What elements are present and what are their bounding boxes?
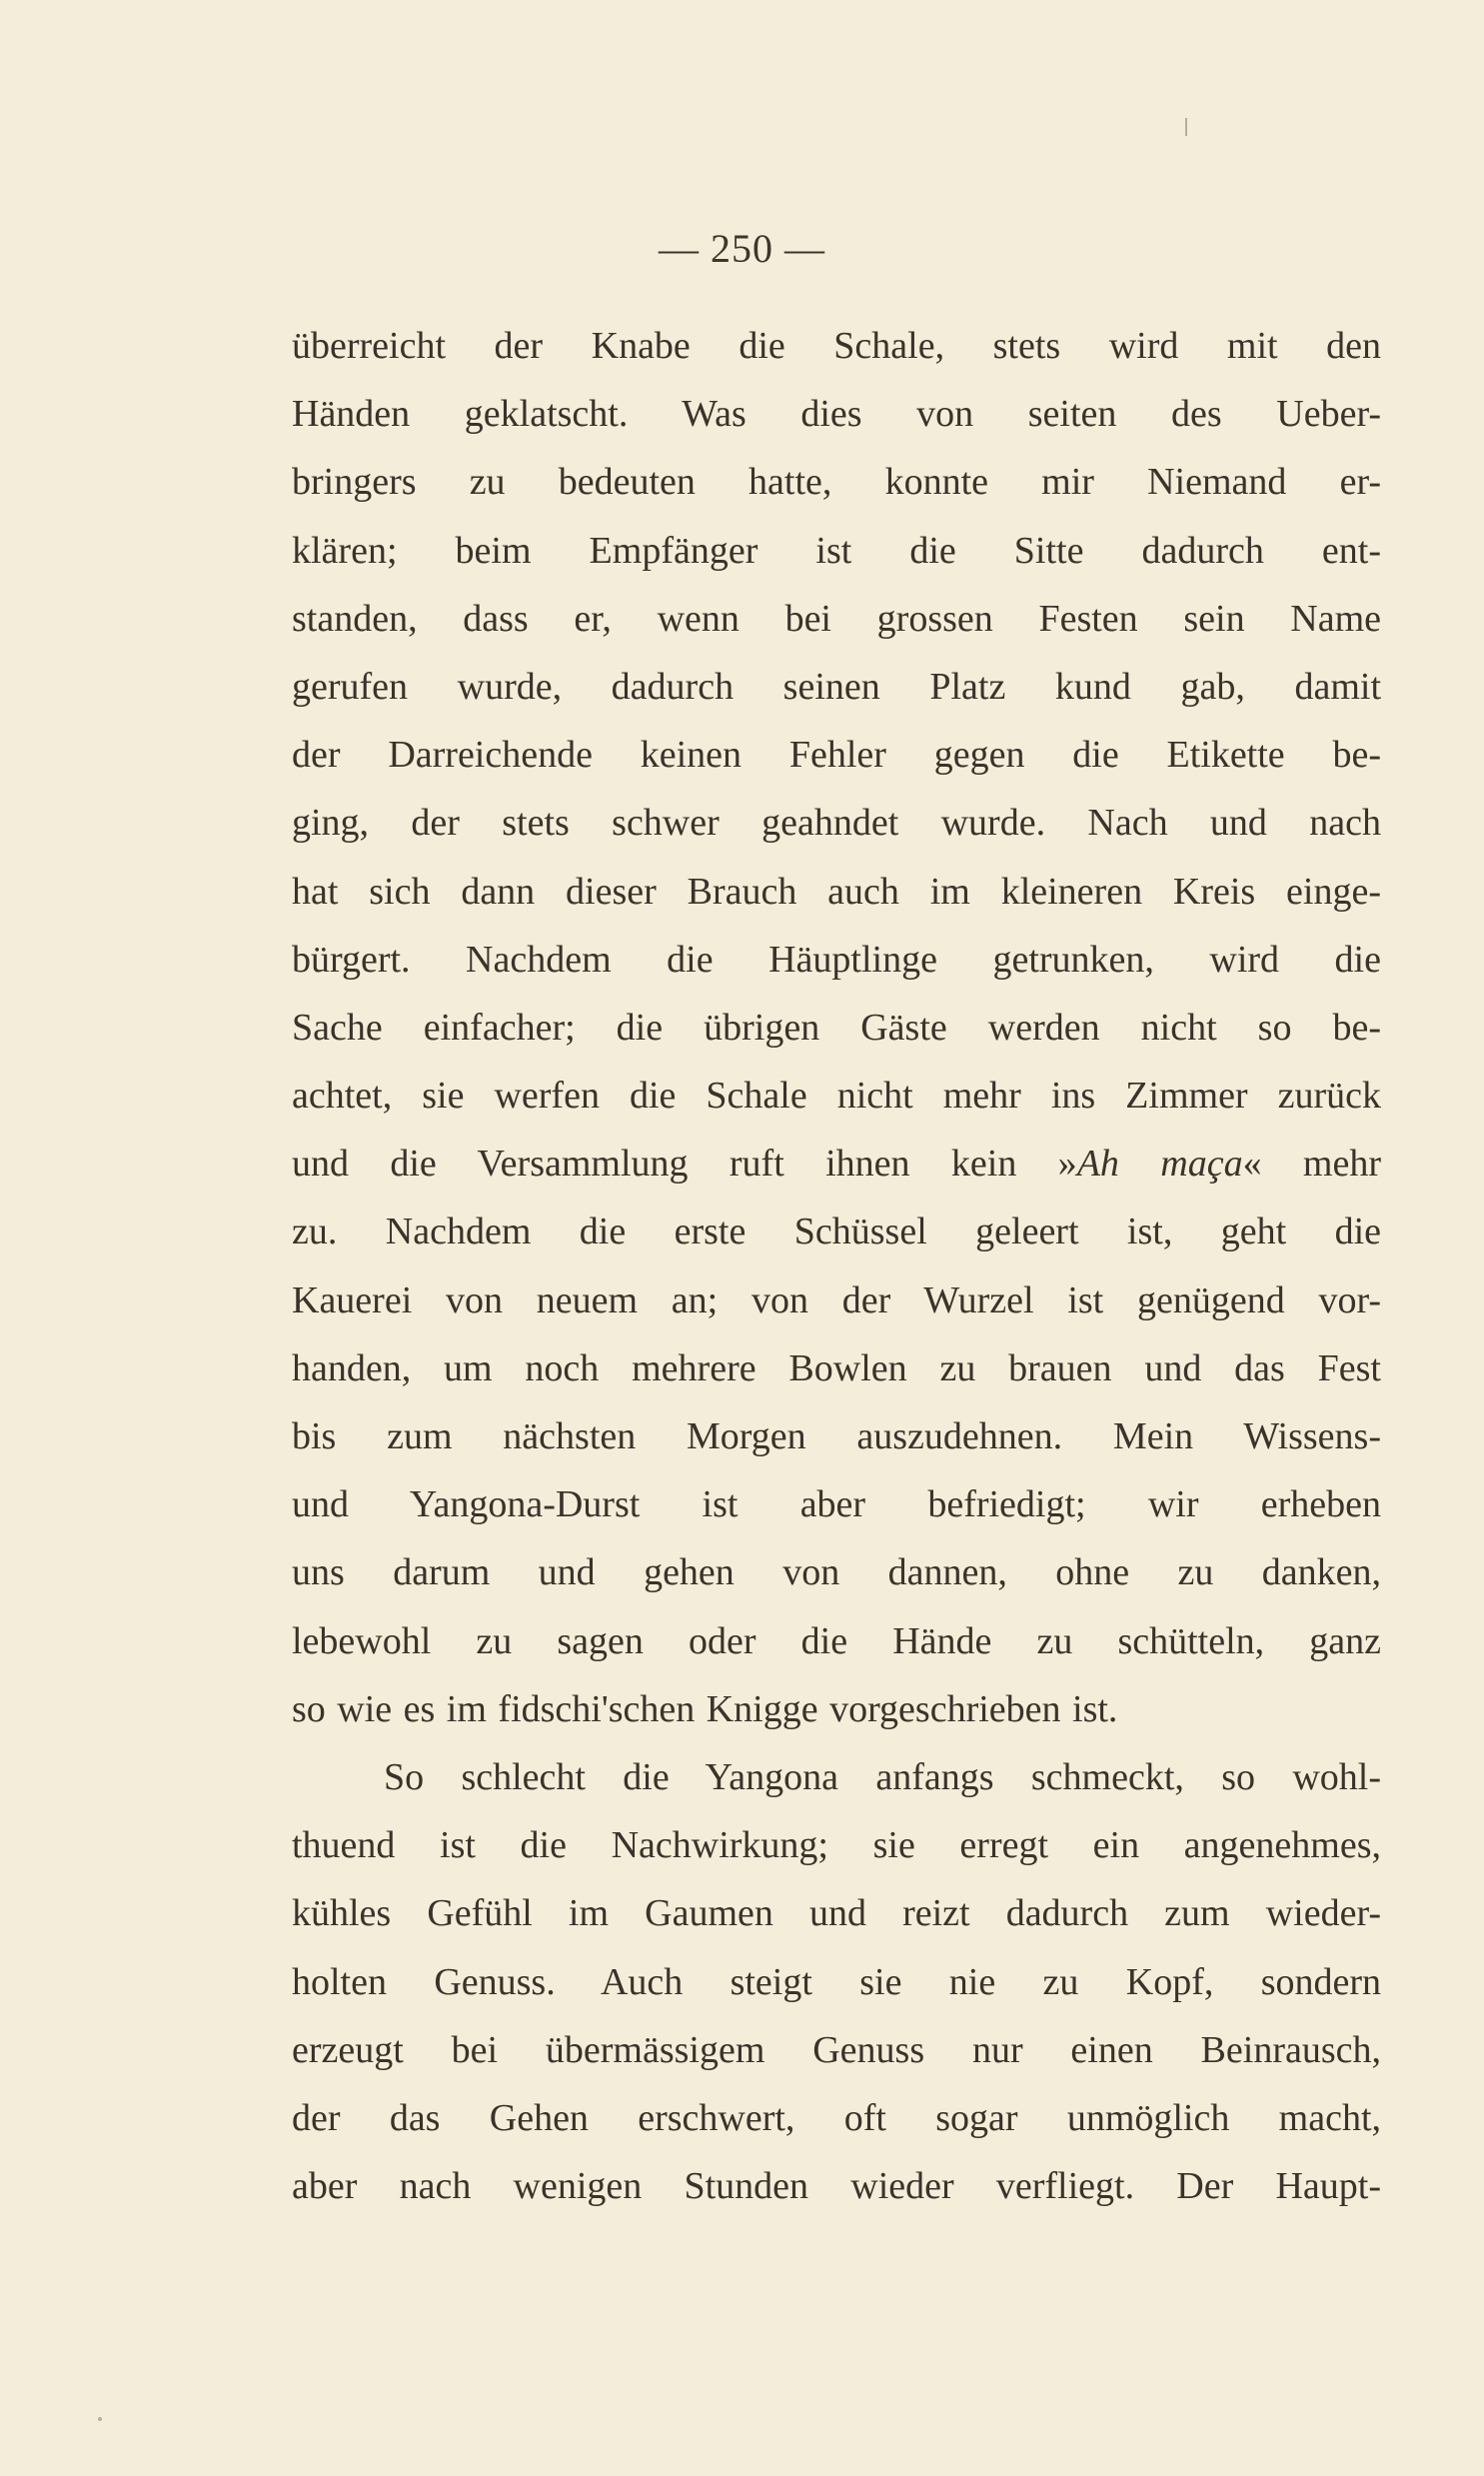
- text-line: lebewohl zu sagen oder die Hände zu schütteln, ganz: [292, 1619, 1381, 1662]
- text-line: hat sich dann dieser Brauch auch im kleineren Kreis einge-: [292, 870, 1381, 913]
- text-line: erzeugt bei übermässigem Genuss nur einen Beinrausch,: [292, 2028, 1381, 2071]
- text-line: der das Gehen erschwert, oft sogar unmöglich macht,: [292, 2096, 1381, 2139]
- paper-speck: [98, 2417, 102, 2421]
- text-line: ging, der stets schwer geahndet wurde. Nach und nach: [292, 802, 1381, 845]
- text-line: Kauerei von neuem an; von der Wurzel ist genügend vor-: [292, 1278, 1381, 1321]
- italic-phrase: Ah maça: [1076, 1143, 1243, 1186]
- text-line: achtet, sie werfen die Schale nicht mehr ins Zimmer zurück: [292, 1075, 1381, 1118]
- text-segment: und die Versammlung ruft ihnen kein »: [292, 1143, 1077, 1186]
- text-line: Händen geklatscht. Was dies von seiten des Ueber-: [292, 393, 1381, 436]
- text-line: kühles Gefühl im Gaumen und reizt dadurch zum wieder-: [292, 1892, 1381, 1935]
- body-text: [292, 312, 1381, 2220]
- text-line: und Yangona-Durst ist aber befriedigt; wir erheben: [292, 1483, 1381, 1526]
- text-line: zu. Nachdem die erste Schüssel geleert ist, geht die: [292, 1211, 1381, 1253]
- text-line: thuend ist die Nachwirkung; sie erregt ein angenehmes,: [292, 1824, 1381, 1867]
- text-line: bringers zu bedeuten hatte, konnte mir Niemand er-: [292, 461, 1381, 504]
- text-line: Sache einfacher; die übrigen Gäste werden nicht so be-: [292, 1006, 1381, 1049]
- text-segment: « mehr: [1242, 1143, 1382, 1186]
- text-line: bürgert. Nachdem die Häuptlinge getrunken, wird die: [292, 938, 1381, 981]
- text-line: klären; beim Empfänger ist die Sitte dadurch ent-: [292, 529, 1381, 572]
- text-line: So schlecht die Yangona anfangs schmeckt, so wohl-: [384, 1755, 1381, 1798]
- text-line: uns darum und gehen von dannen, ohne zu danken,: [292, 1551, 1381, 1594]
- text-line: gerufen wurde, dadurch seinen Platz kund gab, damit: [292, 665, 1381, 708]
- page-number: — 250 —: [659, 226, 825, 271]
- paper-speck: [1185, 118, 1187, 136]
- text-line: holten Genuss. Auch steigt sie nie zu Kopf, sondern: [292, 1960, 1381, 2003]
- text-line: [292, 1130, 1381, 1198]
- text-line: handen, um noch mehrere Bowlen zu brauen und das Fest: [292, 1346, 1381, 1389]
- text-line: der Darreichende keinen Fehler gegen die Etikette be-: [292, 734, 1381, 777]
- text-line: aber nach wenigen Stunden wieder verfliegt. Der Haupt-: [292, 2165, 1381, 2208]
- text-line: so wie es im fidschi'schen Knigge vorgeschrieben ist.: [292, 1687, 1118, 1730]
- text-line: bis zum nächsten Morgen auszudehnen. Mein Wissens-: [292, 1415, 1381, 1457]
- text-line: überreicht der Knabe die Schale, stets wird mit den: [292, 325, 1381, 367]
- text-line: standen, dass er, wenn bei grossen Festen sein Name: [292, 597, 1381, 640]
